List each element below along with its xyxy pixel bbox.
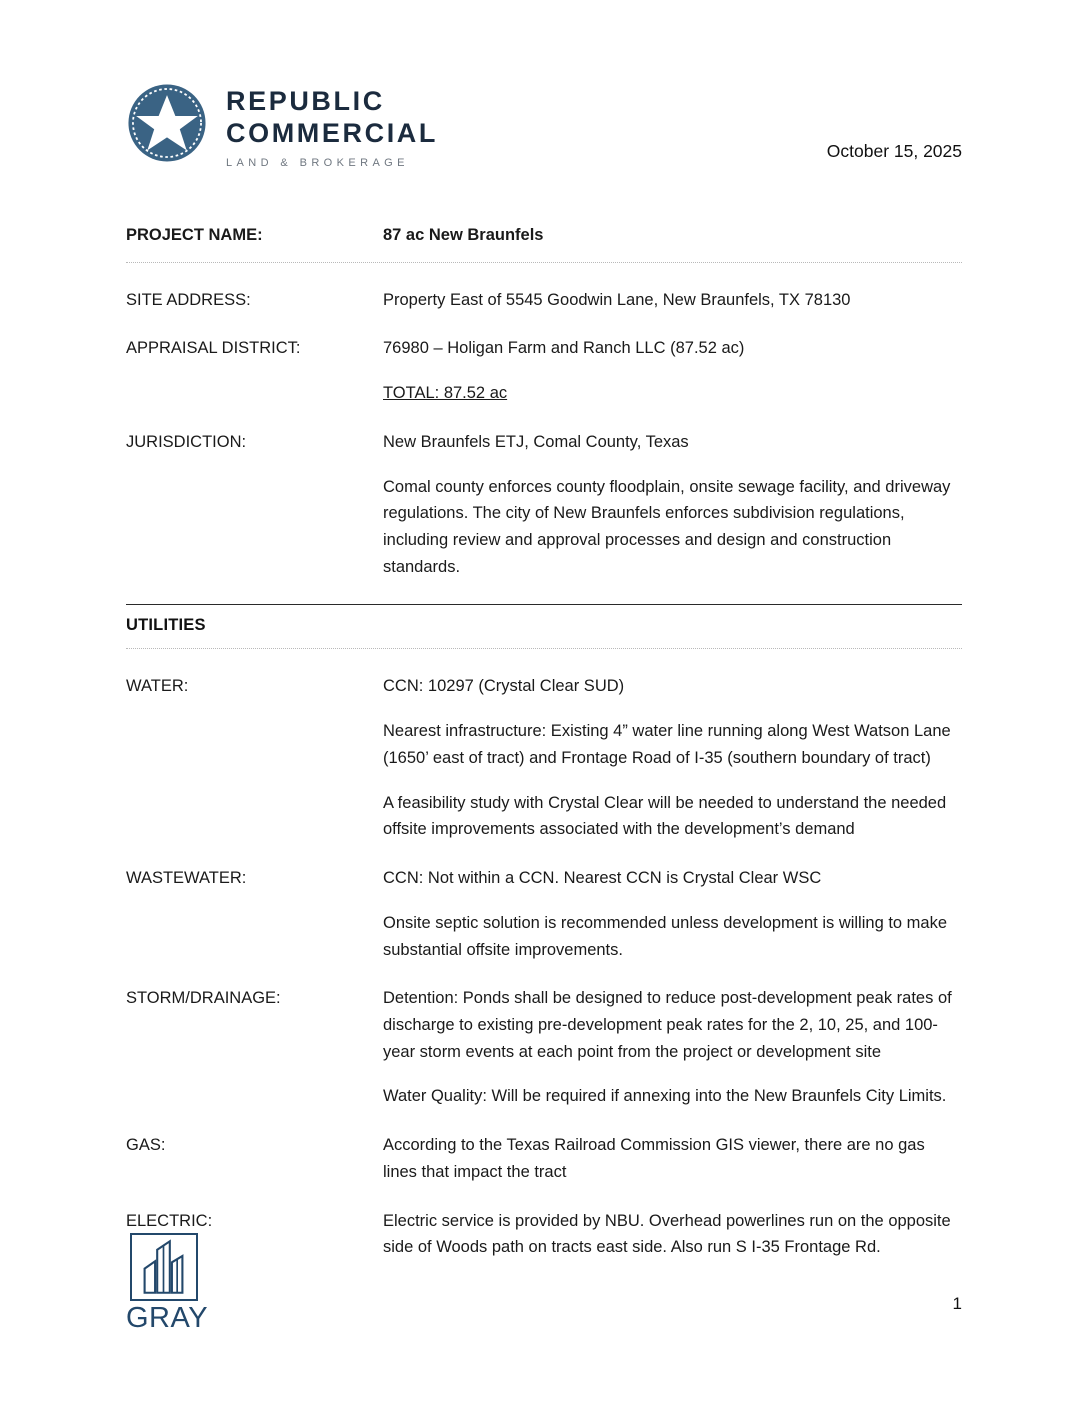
paragraph: Nearest infrastructure: Existing 4” water line running along West Watson Lane (1650’ east of tract) and Frontage Road of I-35 (southern boundary of tract) bbox=[383, 722, 951, 767]
value-gas bbox=[383, 1132, 962, 1185]
label-wastewater: WASTEWATER: bbox=[126, 869, 247, 888]
paragraph: Comal county enforces county floodplain, onsite sewage facility, and driveway regulations. The city of New Braunfels enforces subdivision regulations, including review and approval processes and design and construction standards. bbox=[383, 477, 951, 576]
value-electric bbox=[383, 1208, 962, 1261]
document-header bbox=[126, 78, 962, 178]
spacer bbox=[126, 313, 962, 335]
row-gas bbox=[126, 1132, 962, 1185]
paragraph: Detention: Ponds shall be designed to reduce post-development peak rates of discharge to existing pre-development peak rates for the 2, 10, 25, and 100-year storm events at each point from the project or development site bbox=[383, 989, 952, 1061]
spacer bbox=[126, 263, 962, 287]
brand-wordmark bbox=[226, 78, 438, 169]
label-electric: ELECTRIC: bbox=[126, 1211, 213, 1230]
total-acreage: TOTAL: 87.52 ac bbox=[383, 384, 508, 403]
label-project-name: PROJECT NAME: bbox=[126, 226, 263, 244]
spacer bbox=[126, 963, 962, 985]
value-jurisdiction bbox=[383, 429, 962, 581]
value-project-name: 87 ac New Braunfels bbox=[383, 226, 544, 244]
row-appraisal-district bbox=[126, 335, 962, 406]
gray-footer-logo bbox=[126, 1233, 214, 1333]
row-storm-drainage bbox=[126, 985, 962, 1110]
label-storm-drainage: STORM/DRAINAGE: bbox=[126, 989, 281, 1008]
label-site-address: SITE ADDRESS: bbox=[126, 290, 251, 309]
row-water bbox=[126, 673, 962, 843]
gray-buildings-icon bbox=[130, 1233, 198, 1301]
spacer bbox=[126, 407, 962, 429]
brand-line-republic: REPUBLIC bbox=[226, 86, 385, 116]
label-gas: GAS: bbox=[126, 1136, 166, 1155]
document-date: October 15, 2025 bbox=[826, 141, 962, 161]
value-wastewater bbox=[383, 865, 962, 963]
row-jurisdiction bbox=[126, 429, 962, 581]
document-body bbox=[126, 222, 962, 1261]
brand-line-commercial: COMMERCIAL bbox=[226, 117, 438, 148]
paragraph: 76980 – Holigan Farm and Ranch LLC (87.52 ac) bbox=[383, 339, 745, 358]
brand-tagline: LAND & BROKERAGE bbox=[226, 156, 409, 169]
republic-seal-icon bbox=[126, 82, 208, 164]
label-appraisal-district: APPRAISAL DISTRICT: bbox=[126, 339, 301, 358]
section-heading-utilities: UTILITIES bbox=[126, 616, 206, 635]
label-jurisdiction: JURISDICTION: bbox=[126, 432, 247, 451]
paragraph: A feasibility study with Crystal Clear will be needed to understand the needed offsite improvements associated with the development’s demand bbox=[383, 793, 947, 839]
paragraph-total bbox=[383, 380, 962, 407]
row-wastewater bbox=[126, 865, 962, 963]
paragraph: New Braunfels ETJ, Comal County, Texas bbox=[383, 432, 689, 451]
paragraph: Water Quality: Will be required if annexing into the New Braunfels City Limits. bbox=[383, 1087, 947, 1106]
spacer bbox=[126, 1110, 962, 1132]
spacer bbox=[126, 649, 962, 673]
paragraph: Onsite septic solution is recommended unless development is willing to make substantial offsite improvements. bbox=[383, 913, 948, 959]
spacer bbox=[126, 1186, 962, 1208]
row-project-name bbox=[126, 222, 962, 249]
paragraph: According to the Texas Railroad Commission GIS viewer, there are no gas lines that impact the tract bbox=[383, 1136, 925, 1181]
row-site-address bbox=[126, 287, 962, 314]
page-number: 1 bbox=[952, 1294, 962, 1313]
value-site-address bbox=[383, 287, 962, 314]
value-appraisal-district bbox=[383, 335, 962, 406]
row-electric bbox=[126, 1208, 962, 1261]
paragraph: CCN: 10297 (Crystal Clear SUD) bbox=[383, 677, 625, 696]
gray-wordmark: GRAY bbox=[126, 1302, 209, 1334]
spacer bbox=[126, 580, 962, 604]
spacer bbox=[126, 843, 962, 865]
value-storm-drainage bbox=[383, 985, 962, 1110]
label-water: WATER: bbox=[126, 677, 189, 696]
paragraph: Property East of 5545 Goodwin Lane, New Braunfels, TX 78130 bbox=[383, 290, 851, 309]
paragraph: Electric service is provided by NBU. Overhead powerlines run on the opposite side of Woods path on tracts east side. Also run S I-35 Frontage Rd. bbox=[383, 1211, 951, 1257]
paragraph: CCN: Not within a CCN. Nearest CCN is Crystal Clear WSC bbox=[383, 869, 822, 888]
value-water bbox=[383, 673, 962, 843]
republic-commercial-logo bbox=[126, 78, 438, 169]
